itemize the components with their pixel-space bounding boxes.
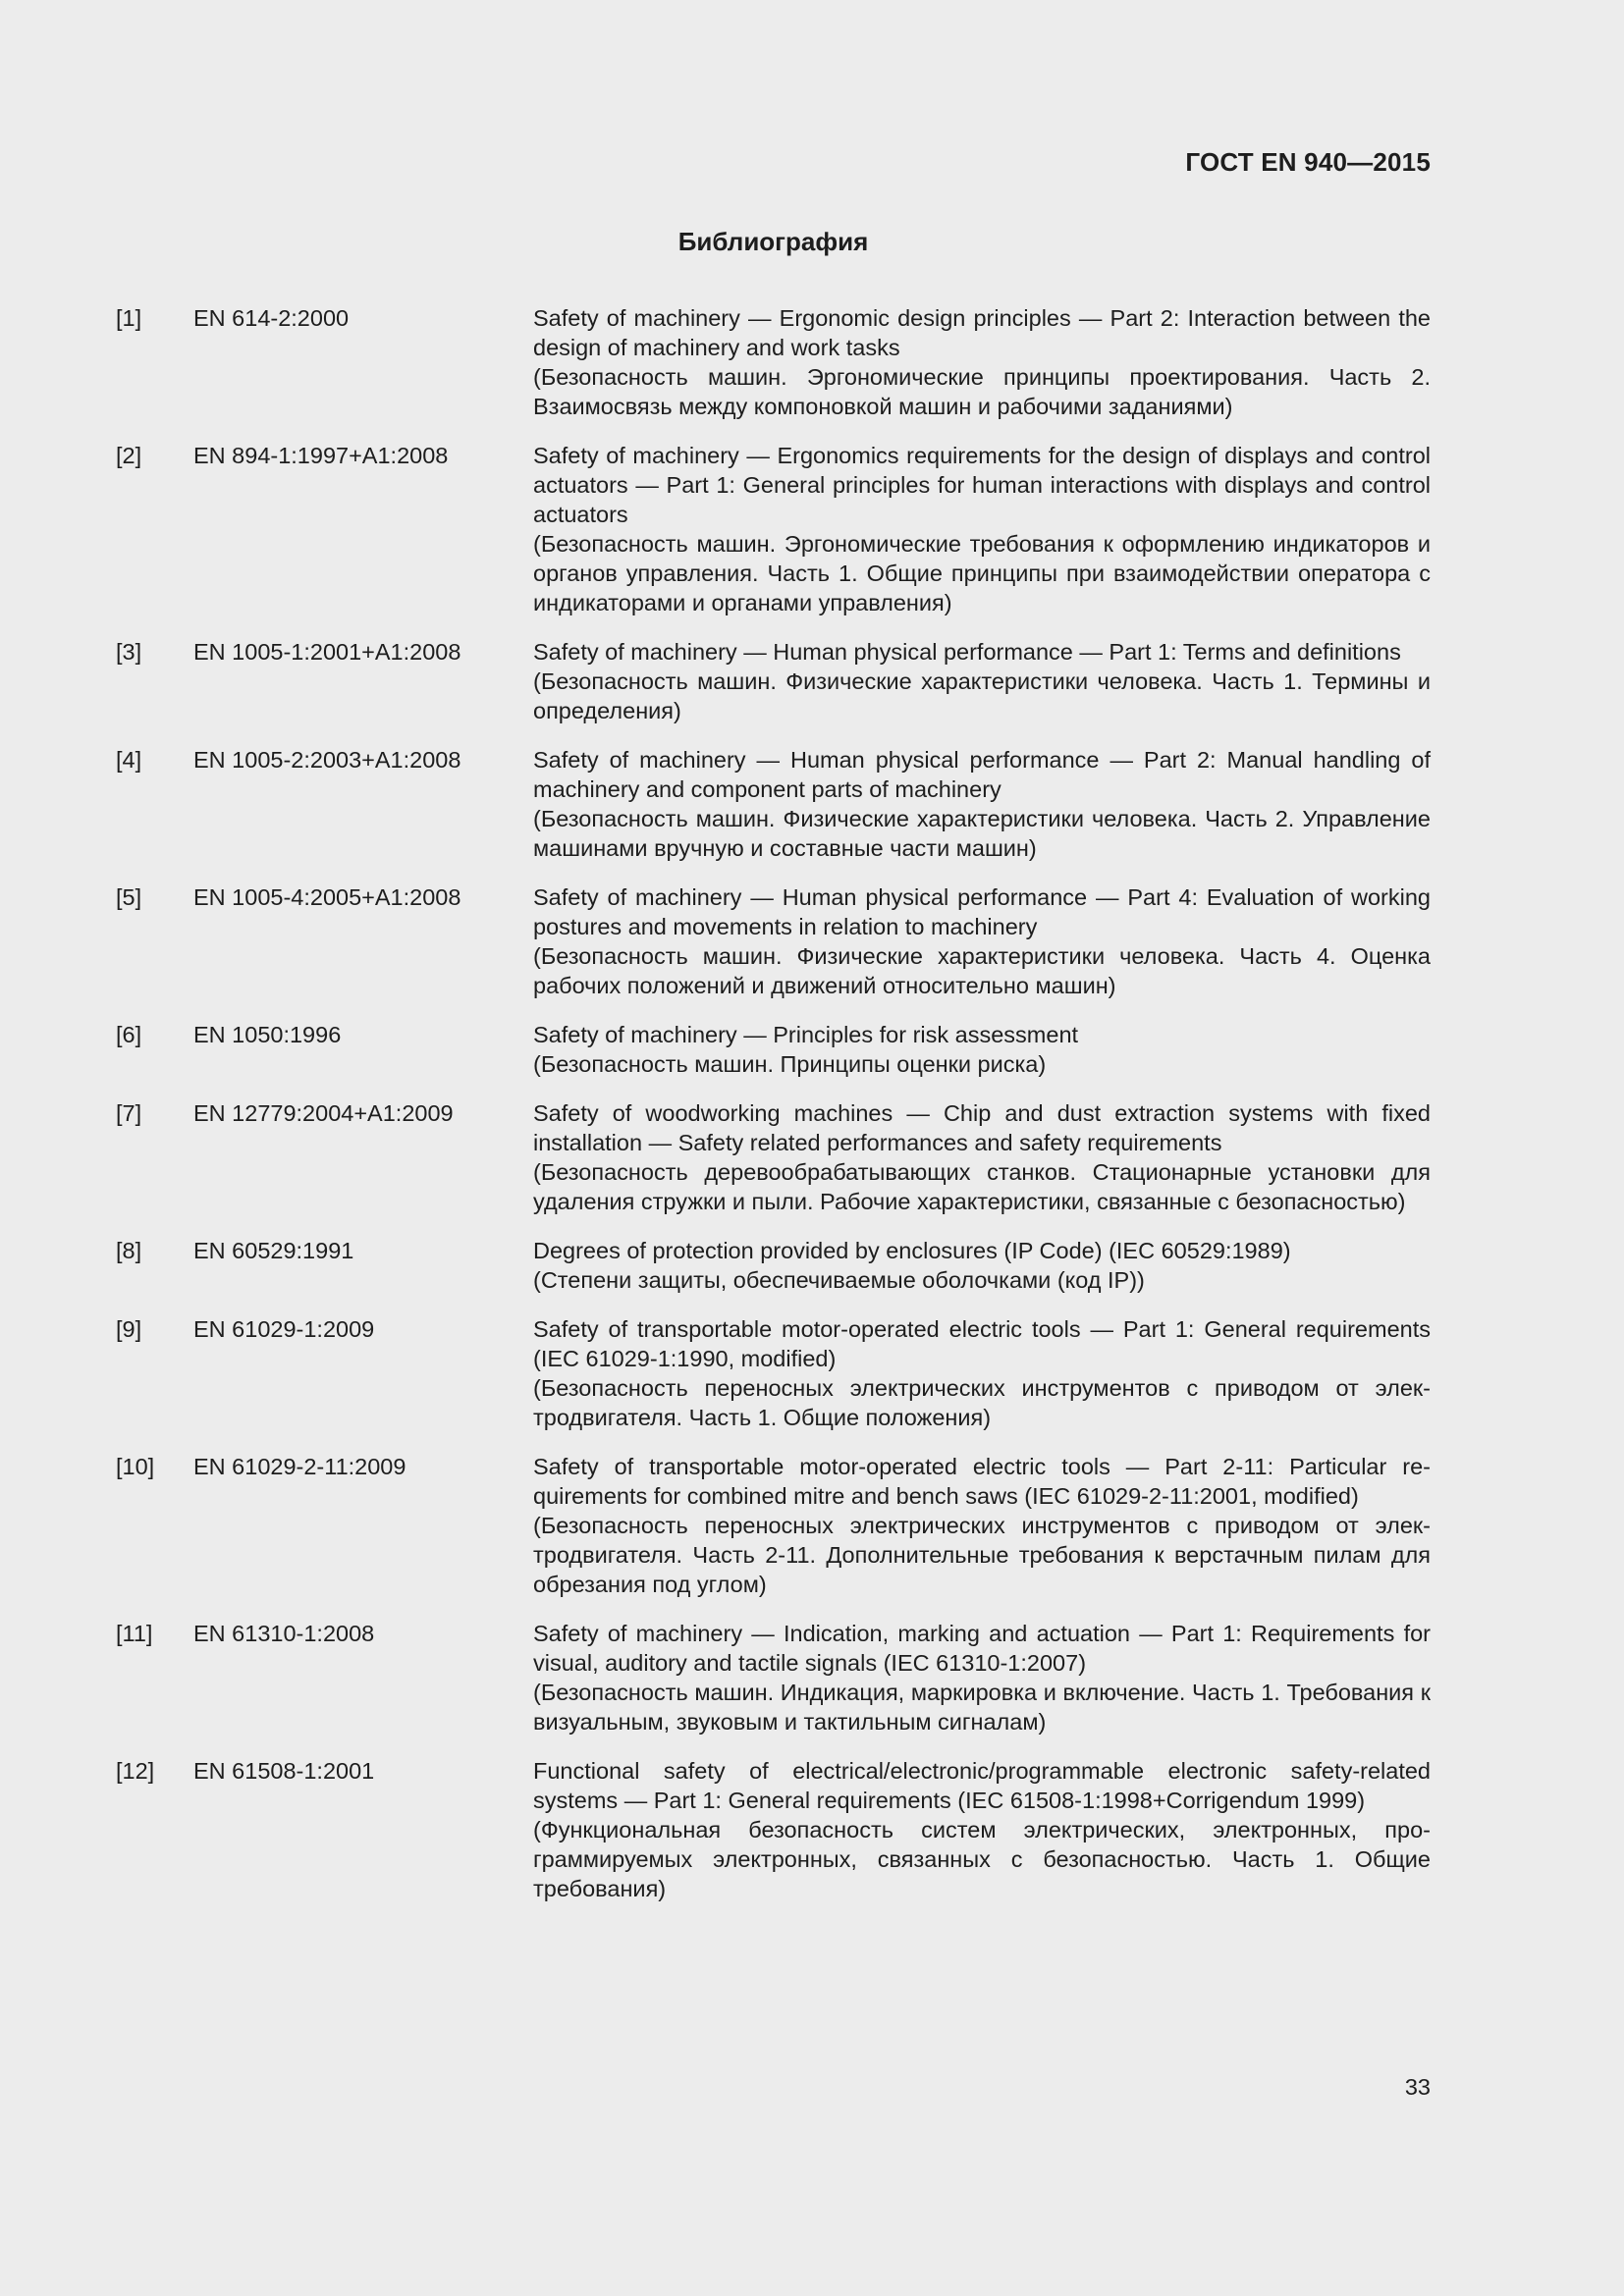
english-title: Safety of machinery — Human physical performance — Part 1: Terms and definitions — [533, 639, 1401, 665]
entry-description — [533, 1756, 1431, 1903]
english-title: Safety of machinery — Human physical performance — Part 2: Manual handling of machinery and component parts of machinery — [533, 747, 1431, 802]
bibliography-entry — [116, 1619, 1431, 1736]
english-title: Safety of machinery — Ergonomics requirements for the design of displays and control actuators — Part 1: General principles for human interactions with displays and control actuators — [533, 443, 1431, 527]
standard-code: EN 61310-1:2008 — [193, 1621, 375, 1646]
entry-description — [533, 637, 1431, 725]
entry-number: [8] — [116, 1238, 142, 1263]
russian-title: (Безопасность переносных электрических инструментов с приводом от электродвигателя. Часть 1. Общие положения) — [533, 1375, 1431, 1430]
entry-number: [10] — [116, 1454, 155, 1479]
entry-number: [3] — [116, 639, 142, 665]
entry-number: [12] — [116, 1758, 155, 1784]
entry-description — [533, 1020, 1431, 1079]
english-title: Safety of machinery — Ergonomic design principles — Part 2: Interaction between the design of machinery and work tasks — [533, 305, 1431, 360]
russian-title: (Безопасность машин. Физические характеристики человека. Часть 2. Управление машинами вручную и составные части машин) — [533, 806, 1431, 861]
bibliography-entry — [116, 1020, 1431, 1079]
english-title: Safety of transportable motor-operated electric tools — Part 2-11: Particular requirements for combined mitre and bench saws (IEC 61029-2-11:2001, modified) — [533, 1454, 1431, 1509]
entry-description — [533, 1236, 1431, 1295]
entry-number: [6] — [116, 1022, 142, 1047]
standard-code: EN 1005-1:2001+A1:2008 — [193, 639, 461, 665]
standard-code: EN 1005-2:2003+A1:2008 — [193, 747, 461, 773]
standard-code: EN 61029-2-11:2009 — [193, 1454, 406, 1479]
entry-description — [533, 303, 1431, 421]
page-title: Библиография — [677, 227, 869, 256]
entry-number: [4] — [116, 747, 142, 773]
page-number: 33 — [1404, 2074, 1431, 2100]
document-code-header: ГОСТ EN 940—2015 — [1185, 147, 1431, 177]
standard-code: EN 12779:2004+A1:2009 — [193, 1100, 454, 1126]
entry-number: [7] — [116, 1100, 142, 1126]
bibliography-entry — [116, 1452, 1431, 1599]
russian-title: (Безопасность машин. Физические характеристики человека. Часть 1. Термины и определения) — [533, 668, 1431, 723]
russian-title: (Безопасность деревообрабатывающих станков. Стационарные установки для удаления стружки и пыли. Рабочие характеристики, связанные с безопасностью) — [533, 1159, 1431, 1214]
entry-description — [533, 441, 1431, 617]
entry-number: [9] — [116, 1316, 142, 1342]
bibliography-entry — [116, 1236, 1431, 1295]
standard-code: EN 1050:1996 — [193, 1022, 342, 1047]
bibliography-entry — [116, 303, 1431, 421]
english-title: Safety of machinery — Human physical performance — Part 4: Evaluation of working postures and movements in relation to machinery — [533, 884, 1431, 939]
english-title: Safety of machinery — Indication, marking and actuation — Part 1: Requirements for visual, auditory and tactile signals (IEC 61310-1:2007) — [533, 1621, 1431, 1676]
english-title: Safety of woodworking machines — Chip and dust extraction systems with fixed installation — Safety related performances and safety requirements — [533, 1100, 1431, 1155]
bibliography-entry — [116, 637, 1431, 725]
russian-title: (Безопасность машин. Физические характеристики человека. Часть 4. Оценка рабочих положений и движений относительно машин) — [533, 943, 1431, 998]
russian-title: (Безопасность машин. Эргономические принципы проектирования. Часть 2. Взаимосвязь между компоновкой машин и рабочими заданиями) — [533, 364, 1431, 419]
standard-code: EN 61508-1:2001 — [193, 1758, 375, 1784]
bibliography-entry — [116, 1314, 1431, 1432]
english-title: Safety of transportable motor-operated electric tools — Part 1: General requirements (IEC 61029-1:1990, modified) — [533, 1316, 1431, 1371]
entry-description — [533, 882, 1431, 1000]
bibliography-entry — [116, 882, 1431, 1000]
standard-code: EN 60529:1991 — [193, 1238, 354, 1263]
entry-description — [533, 1098, 1431, 1216]
entry-description — [533, 1452, 1431, 1599]
english-title: Functional safety of electrical/electronic/programmable electronic safety-related systems — Part 1: General requirements (IEC 61508-1:1998+Corrigendum 1999) — [533, 1758, 1431, 1813]
standard-code: EN 894-1:1997+A1:2008 — [193, 443, 449, 468]
entry-number: [5] — [116, 884, 142, 910]
english-title: Safety of machinery — Principles for risk assessment — [533, 1022, 1079, 1047]
russian-title: (Безопасность машин. Индикация, маркировка и включение. Часть 1. Требования к визуальным, звуковым и тактильным сигналам) — [533, 1680, 1431, 1735]
russian-title: (Безопасность машин. Эргономические требования к оформлению индикаторов и органов управления. Часть 1. Общие принципы при взаимодействии оператора с индикаторами и органами управления) — [533, 531, 1431, 615]
bibliography-entry — [116, 745, 1431, 863]
russian-title: (Безопасность переносных электрических инструментов с приводом от электродвигателя. Часть 2-11. Дополнительные требования к верстачным пилам для обрезания под углом) — [533, 1513, 1431, 1597]
bibliography-entry — [116, 1098, 1431, 1216]
russian-title: (Безопасность машин. Принципы оценки риска) — [533, 1051, 1047, 1077]
entry-number: [2] — [116, 443, 142, 468]
standard-code: EN 61029-1:2009 — [193, 1316, 375, 1342]
entry-number: [1] — [116, 305, 142, 331]
bibliography-entry — [116, 441, 1431, 617]
russian-title: (Функциональная безопасность систем электрических, электронных, программируемых электронных, связанных с безопасностью. Часть 1. Общие требования) — [533, 1817, 1431, 1901]
bibliography-entry — [116, 1756, 1431, 1903]
entry-number: [11] — [116, 1621, 153, 1646]
bibliography-list — [116, 303, 1431, 1923]
entry-description — [533, 1619, 1431, 1736]
entry-description — [533, 1314, 1431, 1432]
entry-description — [533, 745, 1431, 863]
russian-title: (Степени защиты, обеспечиваемые оболочками (код IP)) — [533, 1267, 1145, 1293]
english-title: Degrees of protection provided by enclosures (IP Code) (IEC 60529:1989) — [533, 1238, 1291, 1263]
standard-code: EN 1005-4:2005+A1:2008 — [193, 884, 461, 910]
standard-code: EN 614-2:2000 — [193, 305, 350, 331]
